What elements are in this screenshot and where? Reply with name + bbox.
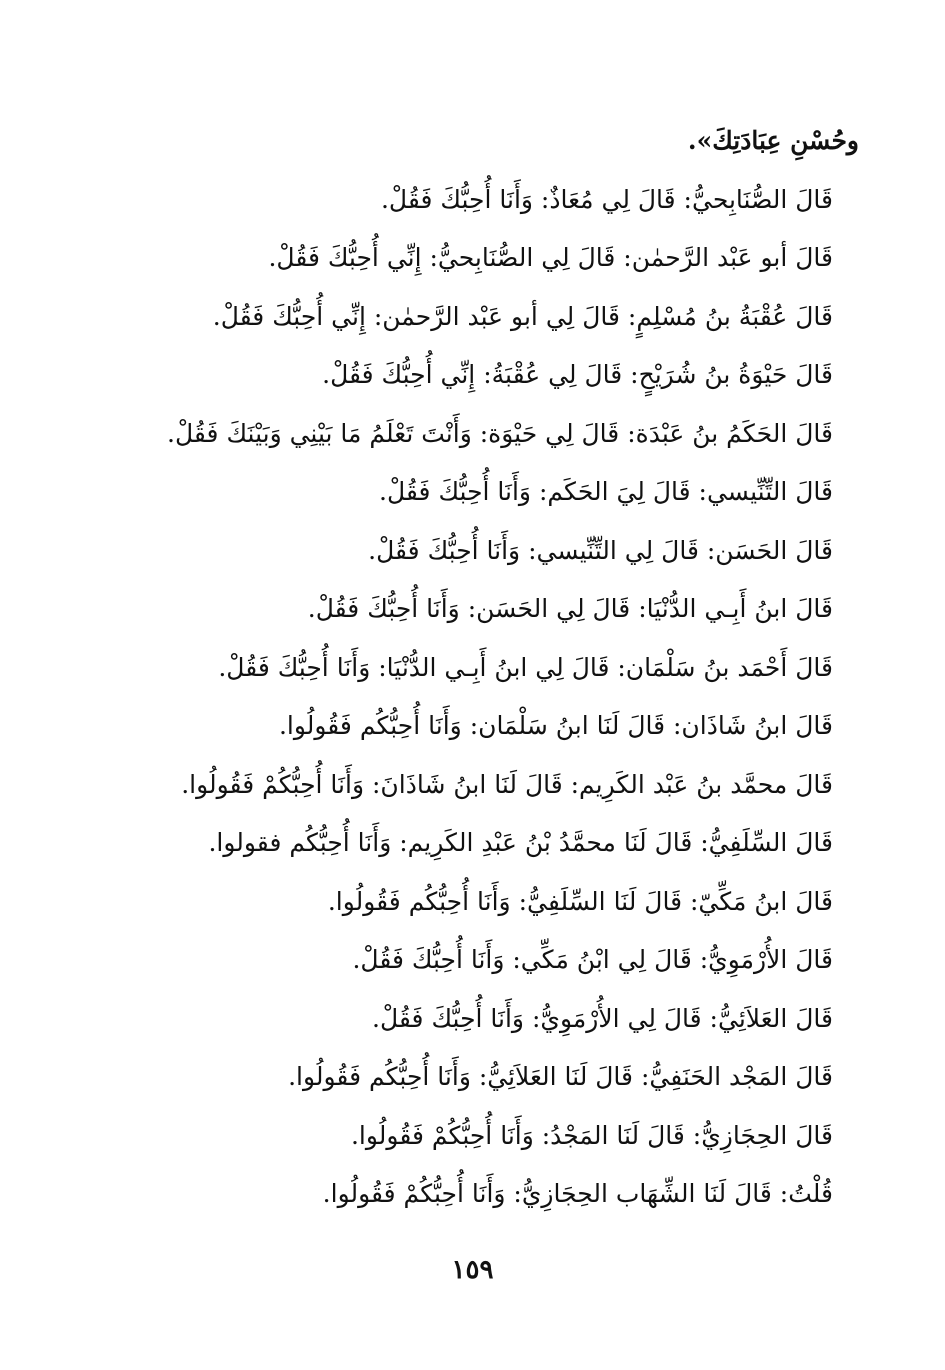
text-body bbox=[93, 112, 859, 1224]
text-line-13: قَالَ السِّلَفِيُّ: قَالَ لَنَا محمَّدُ بْنُ عَبْدِ الكَرِيم: وَأَنَا أُحِبُّكُم فقولوا. bbox=[208, 828, 833, 857]
text-line-10: قَالَ أَحْمَد بنُ سَلْمَان: قَالَ لِي ابنُ أَبِـي الدُّنْيَا: وَأَنَا أُحِبُّكَ فَقُلْ. bbox=[218, 652, 833, 682]
text-line-6: قَالَ الحَكَمُ بنُ عَبْدَة: قَالَ لِي حَيْوَة: وَأَنْتَ تَعْلَمُ مَا بَيْنِي وَبَيْنَكَ فَقُلْ. bbox=[167, 418, 833, 448]
text-line-5: قَالَ حَيْوَةُ بنُ شُرَيْحٍ: قَالَ لِي عُقْبَةُ: إِنِّي أُحِبُّكَ فَقُلْ. bbox=[322, 360, 833, 389]
text-line-11: قَالَ ابنُ شَاذَان: قَالَ لَنَا ابنُ سَلْمَان: وَأَنَا أُحِبُّكُم فَقُولُوا. bbox=[278, 711, 833, 740]
text-line-12: قَالَ محمَّد بنُ عَبْد الكَرِيم: قَالَ لَنَا ابنُ شَاذَانَ: وَأَنَا أُحِبُّكُمْ فَقُولُوا. bbox=[181, 769, 833, 799]
text-line-15: قَالَ الأُرْمَوِيُّ: قَالَ لِي ابْنُ مَكِّي: وَأَنَا أُحِبُّكَ فَقُلْ. bbox=[352, 945, 833, 974]
text-line-17: قَالَ المَجْد الحَنَفِيُّ: قَالَ لَنَا العَلاَئِيُّ: وَأَنَا أُحِبُّكُم فَقُولُوا. bbox=[288, 1062, 833, 1091]
text-line-19: قُلْتُ: قَالَ لَنَا الشِّهَاب الحِجَازِيُّ: وَأَنَا أُحِبُّكُمْ فَقُولُوا. bbox=[322, 1179, 833, 1208]
text-line-3: قَالَ أبو عَبْد الرَّحمٰن: قَالَ لِي الصُّنَابِحيُّ: إِنِّي أُحِبُّكَ فَقُلْ. bbox=[268, 243, 833, 272]
text-line-2: قَالَ الصُّنَابِحيُّ: قَالَ لِي مُعَاذٌ: وَأَنَا أُحِبُّكَ فَقُلْ. bbox=[380, 184, 833, 214]
text-line-7: قَالَ التِّنِّيسي: قَالَ لِيَ الحَكَم: وَأَنَا أُحِبُّكَ فَقُلْ. bbox=[379, 477, 833, 506]
text-line-8: قَالَ الحَسَن: قَالَ لِي التِّنِّيسي: وَأَنَا أُحِبُّكَ فَقُلْ. bbox=[368, 535, 833, 565]
text-line-18: قَالَ الحِجَازِيُّ: قَالَ لَنَا المَجْدُ: وَأَنَا أُحِبُّكُمْ فَقُولُوا. bbox=[350, 1120, 833, 1150]
text-line-16: قَالَ العَلاَئِيُّ: قَالَ لِي الأُرْمَوِيُّ: وَأَنَا أُحِبُّكَ فَقُلْ. bbox=[372, 1003, 833, 1033]
text-line-9: قَالَ ابنُ أَبِـي الدُّنْيَا: قَالَ لِي الحَسَن: وَأَنَا أُحِبُّكَ فَقُلْ. bbox=[307, 594, 833, 623]
page-number: ١٥٩ bbox=[451, 1255, 494, 1285]
text-line-14: قَالَ ابنُ مَكِّيّ: قَالَ لَنَا السِّلَفِيُّ: وَأَنَا أُحِبُّكُم فَقُولُوا. bbox=[327, 886, 833, 916]
text-line-4: قَالَ عُقْبَةُ بنُ مُسْلِمٍ: قَالَ لِي أبو عَبْد الرَّحمٰن: إِنِّي أُحِبُّكَ فَقُلْ. bbox=[212, 301, 833, 331]
text-line-1: وحُسْنِ عِبَادَتِكَ». bbox=[687, 126, 859, 155]
